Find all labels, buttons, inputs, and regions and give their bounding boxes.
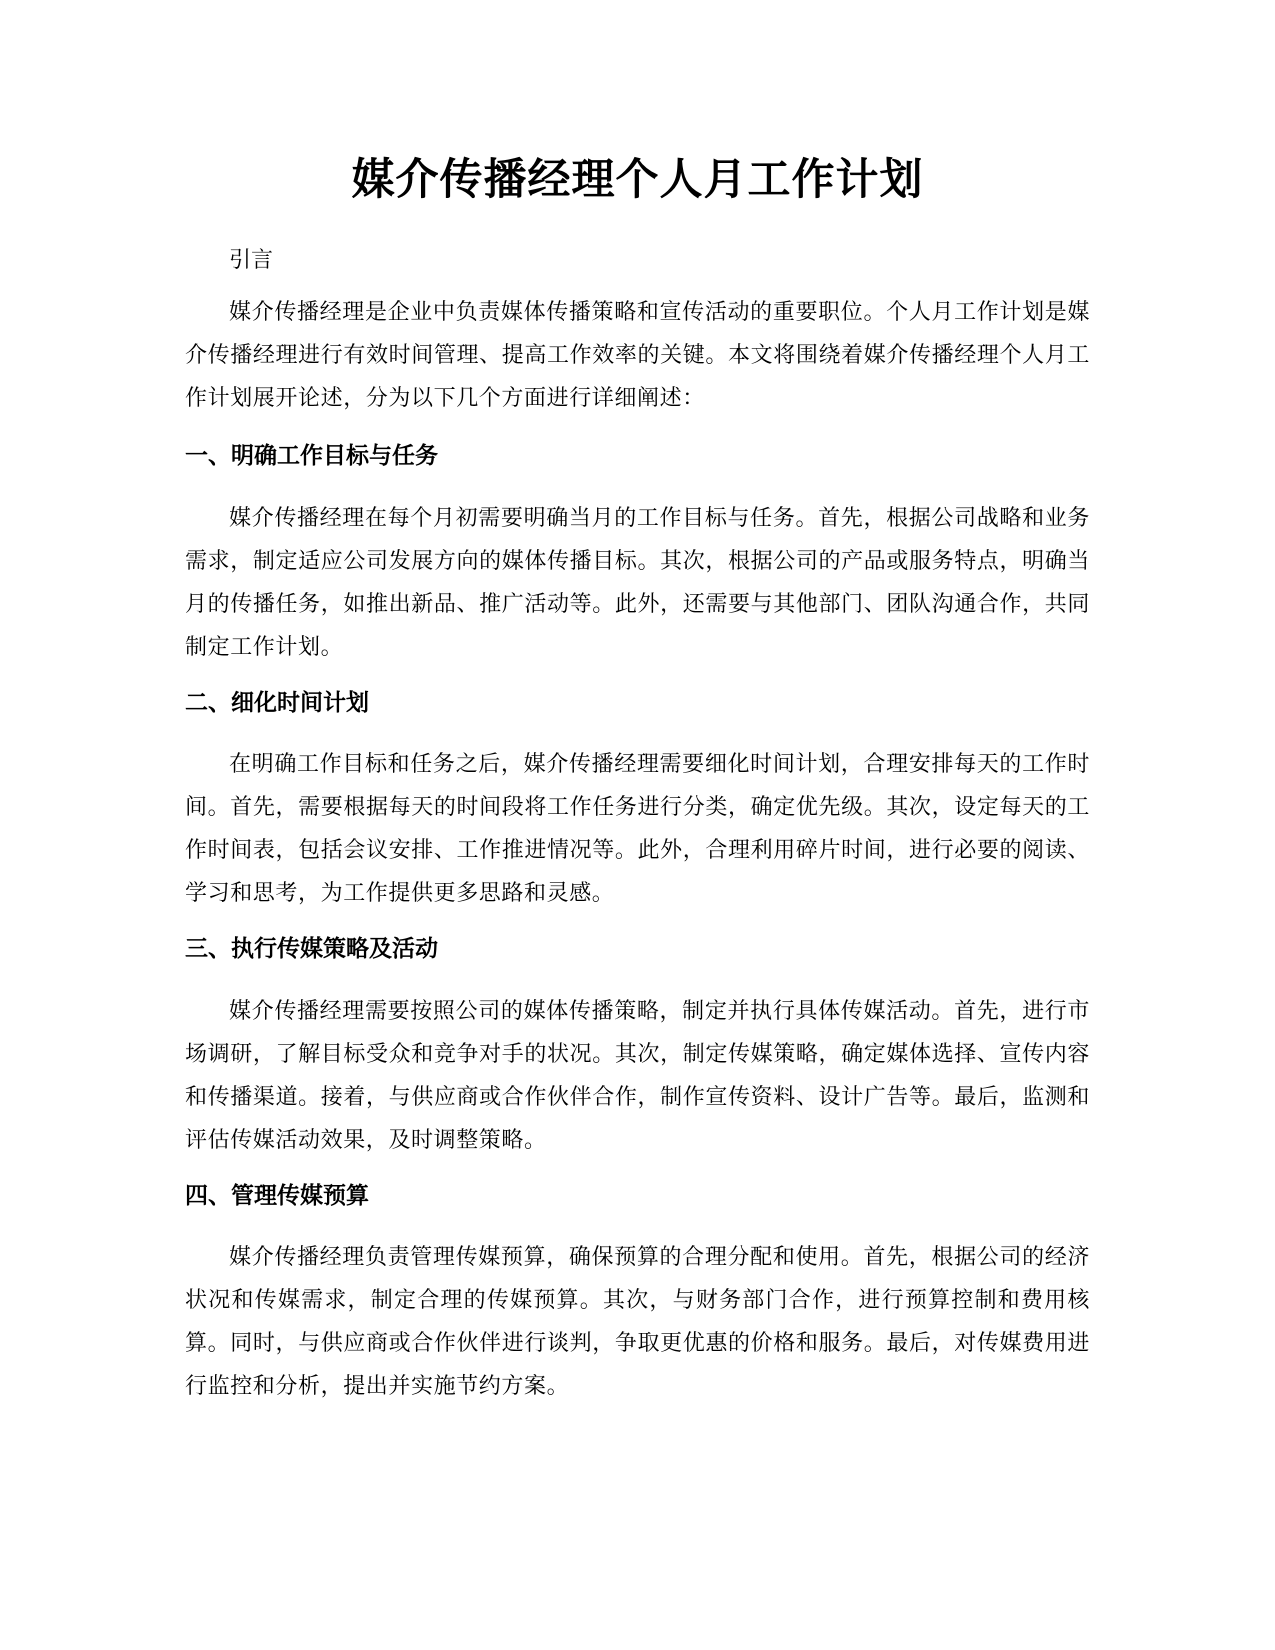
document-page bbox=[185, 0, 1090, 1650]
section-2-paragraph: 在明确工作目标和任务之后，媒介传播经理需要细化时间计划，合理安排每天的工作时间。首先，需要根据每天的时间段将工作任务进行分类，确定优先级。其次，设定每天的工作时间表，包括会议安排、工作推进情况等。此外，合理利用碎片时间，进行必要的阅读、学习和思考，为工作提供更多思路和灵感。 bbox=[185, 752, 1090, 906]
section-2-heading: 二、细化时间计划 bbox=[185, 690, 369, 716]
section-4-paragraph: 媒介传播经理负责管理传媒预算，确保预算的合理分配和使用。首先，根据公司的经济状况和传媒需求，制定合理的传媒预算。其次，与财务部门合作，进行预算控制和费用核算。同时，与供应商或合作伙伴进行谈判，争取更优惠的价格和服务。最后，对传媒费用进行监控和分析，提出并实施节约方案。 bbox=[185, 1245, 1090, 1399]
section-1-heading: 一、明确工作目标与任务 bbox=[185, 443, 438, 469]
section-1-paragraph: 媒介传播经理在每个月初需要明确当月的工作目标与任务。首先，根据公司战略和业务需求，制定适应公司发展方向的媒体传播目标。其次，根据公司的产品或服务特点，明确当月的传播任务，如推出新品、推广活动等。此外，还需要与其他部门、团队沟通合作，共同制定工作计划。 bbox=[185, 506, 1090, 660]
document-title: 媒介传播经理个人月工作计划 bbox=[351, 155, 924, 205]
intro-paragraph: 媒介传播经理是企业中负责媒体传播策略和宣传活动的重要职位。个人月工作计划是媒介传播经理进行有效时间管理、提高工作效率的关键。本文将围绕着媒介传播经理个人月工作计划展开论述，分为以下几个方面进行详细阐述： bbox=[185, 300, 1090, 411]
section-3-heading: 三、执行传媒策略及活动 bbox=[185, 936, 438, 962]
section-4-heading: 四、管理传媒预算 bbox=[185, 1183, 369, 1209]
intro-label: 引言 bbox=[229, 248, 274, 273]
section-3-paragraph: 媒介传播经理需要按照公司的媒体传播策略，制定并执行具体传媒活动。首先，进行市场调研，了解目标受众和竞争对手的状况。其次，制定传媒策略，确定媒体选择、宣传内容和传播渠道。接着，与供应商或合作伙伴合作，制作宣传资料、设计广告等。最后，监测和评估传媒活动效果，及时调整策略。 bbox=[185, 999, 1090, 1153]
